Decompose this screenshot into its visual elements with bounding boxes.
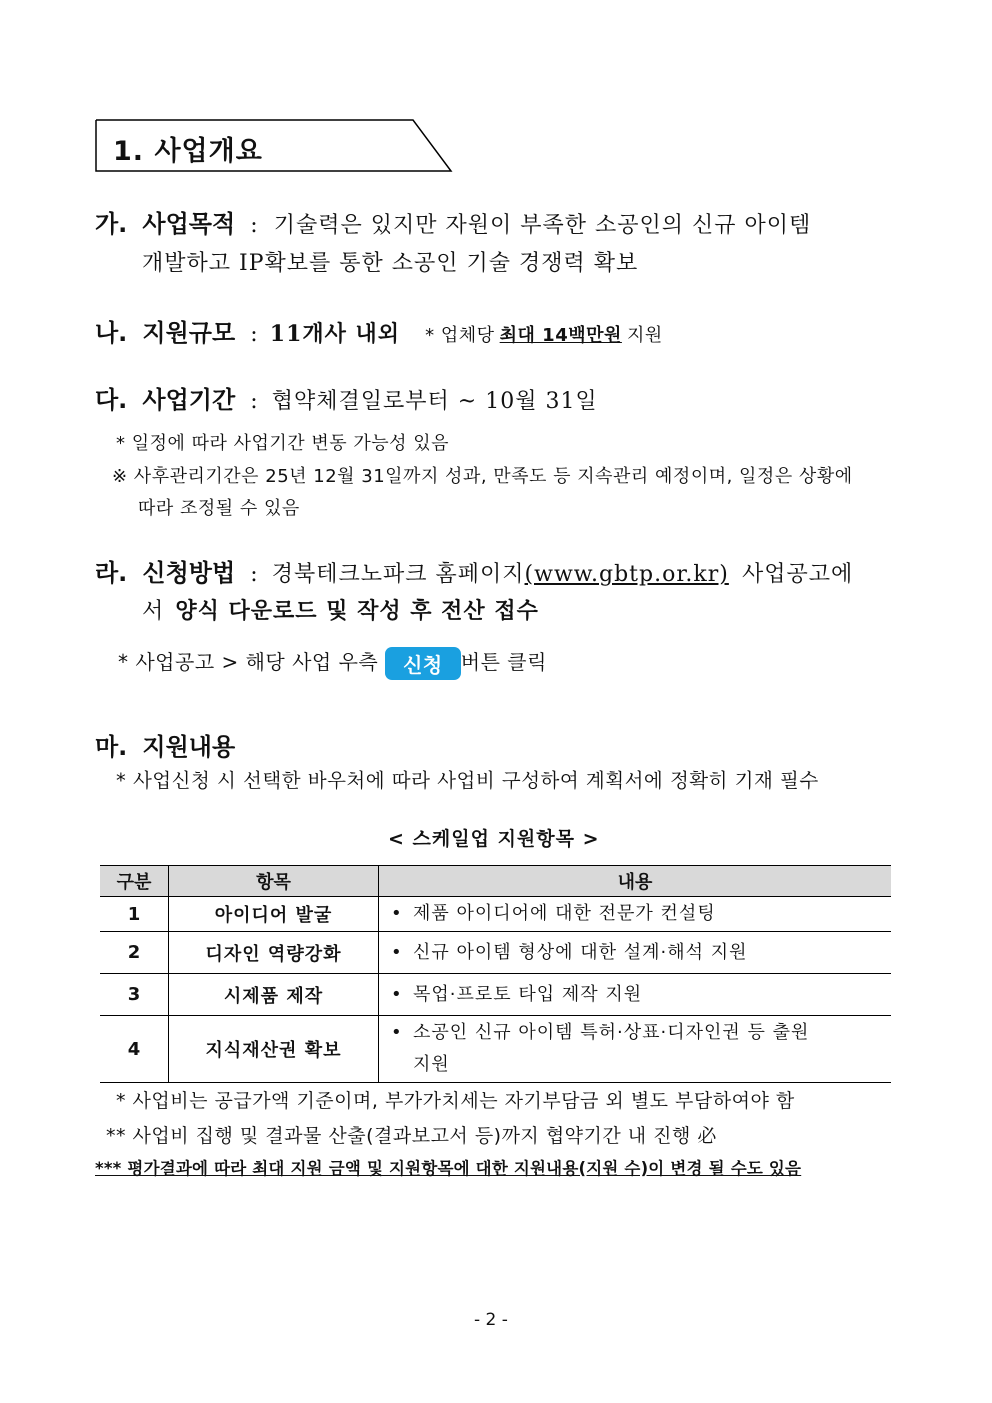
purpose-marker: 가. (95, 210, 128, 238)
row-content (379, 1016, 892, 1083)
table-row (100, 897, 891, 932)
row-content (379, 897, 892, 932)
method-note-pre: * 사업공고 > 해당 사업 우측 (118, 650, 379, 674)
scale-note-max: 최대 14백만원 (499, 325, 622, 346)
row-item: 아이디어 발굴 (169, 897, 379, 932)
method-line-2 (142, 594, 539, 625)
header-no: 구분 (100, 866, 169, 897)
homepage-link[interactable]: (www.gbtp.or.kr) (524, 562, 729, 587)
footnote-1: * 사업비는 공급가액 기준이며, 부가가치세는 자기부담금 외 별도 부담하여야 함 (116, 1090, 795, 1112)
row-content (379, 932, 892, 974)
table-header-row (100, 866, 891, 897)
scale-heading: 지원규모 (142, 319, 236, 347)
header-item: 항목 (169, 866, 379, 897)
period-value: 협약체결일로부터 ~ 10월 31일 (271, 389, 598, 414)
method-line2-pre: 서 (142, 599, 165, 624)
scale-colon: : (250, 322, 259, 347)
row-content-text-cont: 지원 (413, 1054, 450, 1075)
period-colon: : (250, 389, 259, 414)
table-row (100, 974, 891, 1016)
row-no: 2 (100, 932, 169, 974)
method-text-post: 사업공고에 (741, 562, 854, 587)
footnote-3: *** 평가결과에 따라 최대 지원 금액 및 지원항목에 대한 지원내용(지원 수)이 변경 될 수도 있음 (95, 1159, 802, 1178)
row-item: 디자인 역량강화 (169, 932, 379, 974)
scale-note-pre: * 업체당 (425, 325, 495, 346)
row-content-text: 신규 아이템 형상에 대한 설계·해석 지원 (413, 941, 748, 963)
method-heading: 신청방법 (142, 559, 236, 587)
content-line (95, 727, 235, 762)
purpose-colon: : (250, 213, 259, 238)
scale-line (95, 313, 663, 348)
table-row (100, 932, 891, 974)
method-line-1 (95, 553, 853, 588)
method-note-post: 버튼 클릭 (460, 650, 547, 674)
bullet-icon: • (391, 983, 403, 1005)
row-no: 1 (100, 897, 169, 932)
bullet-icon: • (391, 941, 403, 963)
content-marker: 마. (95, 733, 128, 761)
support-items-table (100, 865, 891, 1083)
page-number: - 2 - (474, 1310, 508, 1330)
apply-button[interactable]: 신청 (385, 647, 461, 680)
footnote-2: ** 사업비 집행 및 결과물 산출(결과보고서 등)까지 협약기간 내 진행 必 (106, 1125, 717, 1147)
header-content: 내용 (379, 866, 892, 897)
content-note: * 사업신청 시 선택한 바우처에 따라 사업비 구성하여 계획서에 정확히 기재 필수 (116, 769, 819, 792)
row-no: 4 (100, 1016, 169, 1083)
method-text-pre: 경북테크노파크 홈페이지 (271, 562, 525, 587)
row-content-text: 소공인 신규 아이템 특허·상표·디자인권 등 출원 (413, 1022, 810, 1043)
row-content-text: 목업·프로토 타입 제작 지원 (413, 983, 643, 1005)
content-heading: 지원내용 (142, 733, 236, 761)
period-note-2-line1: ※ 사후관리기간은 25년 12월 31일까지 성과, 만족도 등 지속관리 예정이며, 일정은 상황에 (112, 466, 853, 487)
period-note-1: * 일정에 따라 사업기간 변동 가능성 있음 (116, 433, 450, 454)
scale-note-post: 지원 (627, 325, 663, 346)
section-title: 1. 사업개요 (113, 136, 263, 167)
row-item: 시제품 제작 (169, 974, 379, 1016)
method-colon: : (250, 562, 259, 587)
table-row (100, 1016, 891, 1083)
purpose-text-1: 기술력은 있지만 자원이 부족한 소공인의 신규 아이템 (273, 213, 812, 238)
purpose-text-2: 개발하고 IP확보를 통한 소공인 기술 경쟁력 확보 (142, 251, 639, 276)
method-note (118, 646, 547, 680)
row-no: 3 (100, 974, 169, 1016)
row-content (379, 974, 892, 1016)
bullet-icon: • (391, 903, 403, 924)
period-marker: 다. (95, 386, 128, 414)
method-marker: 라. (95, 559, 128, 587)
period-heading: 사업기간 (142, 386, 236, 414)
scale-marker: 나. (95, 319, 128, 347)
bullet-icon: • (391, 1022, 403, 1043)
section-title-box (95, 119, 455, 173)
method-line2-bold: 양식 다운로드 및 작성 후 전산 접수 (175, 598, 539, 624)
period-note-2-line2: 따라 조정될 수 있음 (138, 498, 300, 519)
table-caption: < 스케일업 지원항목 > (388, 828, 600, 850)
purpose-line-1 (95, 204, 811, 239)
scale-value: 11개사 내외 (269, 321, 401, 347)
period-line (95, 380, 598, 415)
row-content-text: 제품 아이디어에 대한 전문가 컨설팅 (413, 903, 716, 924)
row-item: 지식재산권 확보 (169, 1016, 379, 1083)
purpose-heading: 사업목적 (142, 210, 236, 238)
